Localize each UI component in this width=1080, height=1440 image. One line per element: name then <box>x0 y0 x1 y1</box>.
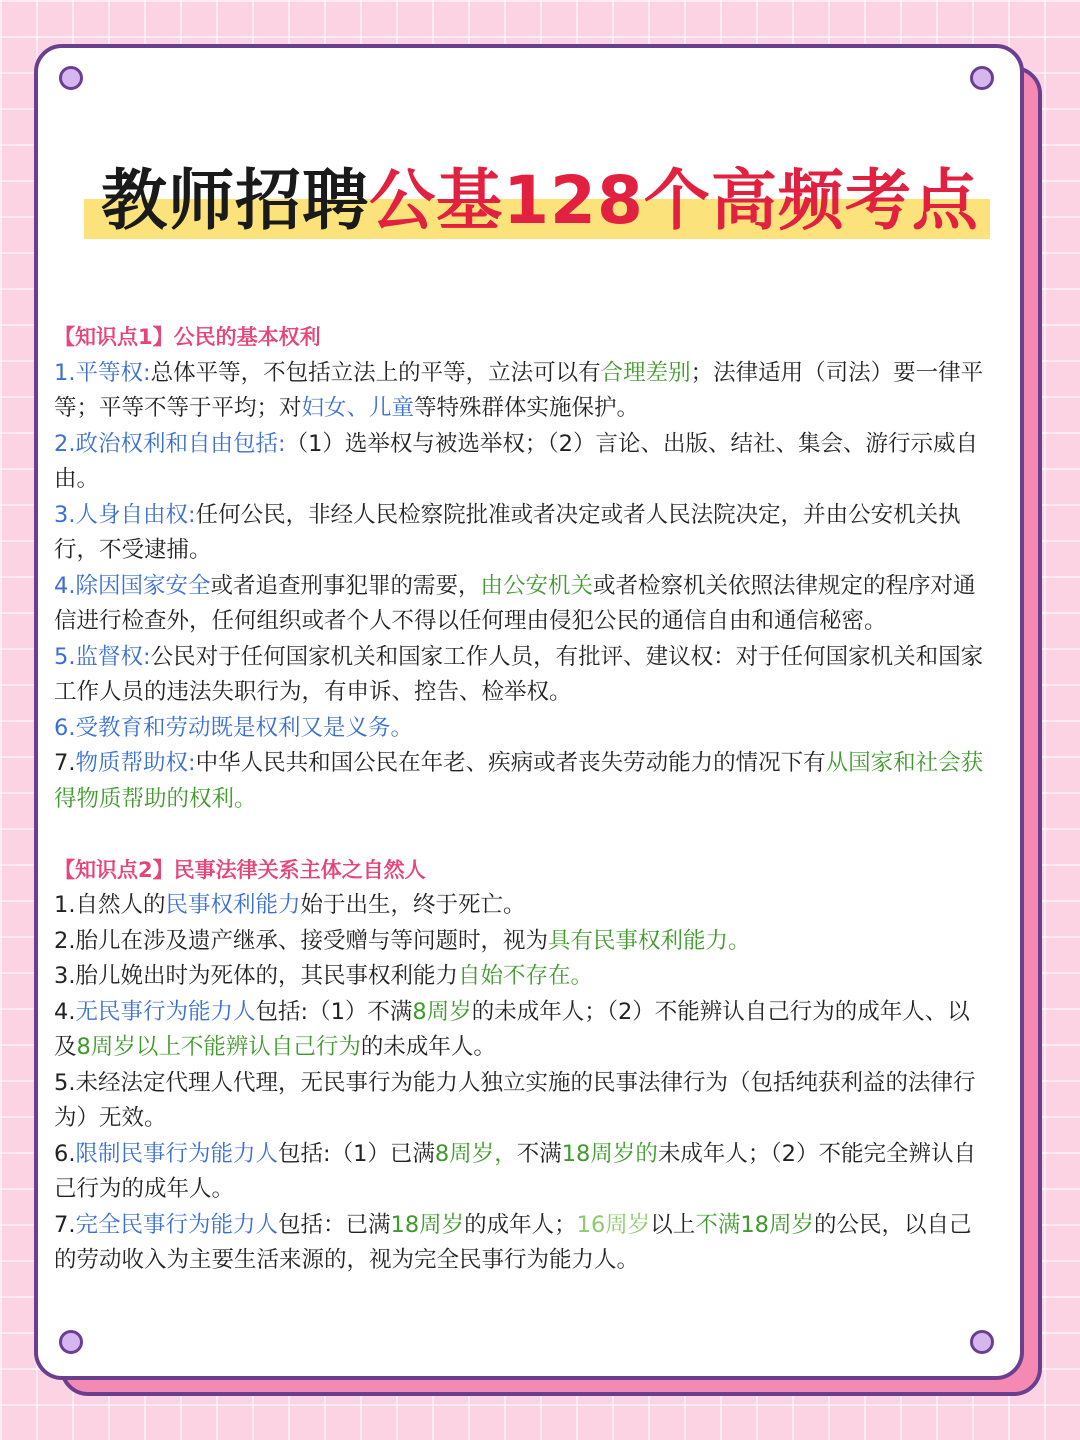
text-segment: 2.政治权利和自由包括: <box>54 430 286 457</box>
text-segment: 18周岁 <box>390 1211 465 1238</box>
text-segment: 4.除因国家安全 <box>54 572 211 599</box>
text-segment: 的成年人； <box>464 1211 577 1238</box>
text-segment: 公民对于任何国家机关和国家工作人员，有批评、建议权：对于任何国家机关和国家工作人员的违法失职行为，有申诉、控告、检举权。 <box>54 643 984 705</box>
list-item <box>54 498 986 569</box>
text-segment: 民事权利能力 <box>165 892 301 918</box>
text-segment: 总体平等，不包括立法上的平等，立法可以有 <box>150 359 601 386</box>
text-segment: 由公安机关 <box>480 572 593 599</box>
section-heading: 【知识点2】民事法律关系主体之自然人 <box>54 857 426 882</box>
text-segment: 中华人民共和国公民在年老、疾病或者丧失劳动能力的情况下有 <box>195 750 826 776</box>
list-item <box>54 746 986 817</box>
text-segment: 6.受教育和劳动既是权利又是义务。 <box>54 714 413 741</box>
title-red-part: 公基128个高频考点 <box>369 162 979 239</box>
text-segment: 未成年人；（2）不能完全辨认自己行为的成年人。 <box>54 1140 976 1202</box>
text-segment: 16周岁 <box>576 1211 651 1238</box>
list-item <box>54 356 986 427</box>
list-item <box>54 569 986 640</box>
list-item <box>54 959 986 995</box>
text-segment: 自始不存在。 <box>457 963 593 989</box>
text-segment: 以上 <box>650 1211 696 1238</box>
list-item <box>54 924 986 960</box>
binder-hole-icon-top-left <box>59 66 83 90</box>
text-segment: 8周岁 <box>412 998 472 1025</box>
text-segment: 1.平等权: <box>54 359 151 386</box>
text-segment: 4. <box>54 998 76 1025</box>
text-segment: 5.监督权: <box>54 643 151 670</box>
text-segment: 任何公民，非经人民检察院批准或者决定或者人民法院决定，并由公安机关执行，不受逮捕。 <box>54 501 961 563</box>
page-title <box>0 156 1080 246</box>
text-segment: ；法律适用（司法）要一律平等；平等不等于平均；对 <box>54 359 984 421</box>
list-item <box>54 995 986 1066</box>
binder-hole-icon-bottom-left <box>59 1330 83 1354</box>
list-item <box>54 711 986 747</box>
text-segment: 合理差别 <box>600 359 691 386</box>
text-segment: （1）选举权与被选举权；（2）言论、出版、结社、集会、游行示威自由。 <box>54 430 978 492</box>
text-segment: 包括:（1）已满 <box>277 1140 435 1167</box>
title-black-part: 教师招聘 <box>101 162 370 239</box>
text-segment: 5.未经法定代理人代理，无民事行为能力人独立实施的民事法律行为（包括纯获利益的法律行为）无效。 <box>54 1069 976 1131</box>
text-segment: 从国家和社会获得物质帮助的权利。 <box>54 750 984 812</box>
text-segment: 3.人身自由权: <box>54 501 196 528</box>
text-segment: 包括:（1）不满 <box>255 998 413 1025</box>
knowledge-content <box>54 320 986 1279</box>
text-segment: 1.自然人的 <box>54 892 166 918</box>
list-item <box>54 888 986 924</box>
list-item <box>54 427 986 498</box>
text-segment: 6. <box>54 1140 76 1167</box>
text-segment: 具有民事权利能力。 <box>547 927 751 954</box>
text-segment: 7. <box>54 1211 76 1238</box>
section-heading: 【知识点1】公民的基本权利 <box>54 325 321 349</box>
text-segment: 的未成年人。 <box>360 1034 496 1060</box>
text-segment: 包括：已满 <box>277 1211 391 1238</box>
text-segment: 的未成年人；（2）不能辨认自己行为的成年人、以及 <box>54 998 970 1060</box>
list-item <box>54 1066 986 1137</box>
text-segment: 无民事行为能力人 <box>75 998 256 1025</box>
text-segment: 3.胎儿娩出时为死体的，其民事权利能力 <box>54 963 458 989</box>
text-segment: 完全民事行为能力人 <box>75 1211 278 1238</box>
text-segment: 不满18周岁 <box>695 1211 814 1238</box>
text-segment: 不满 <box>516 1140 562 1167</box>
list-item <box>54 640 986 711</box>
text-segment: 等特殊群体实施保护。 <box>414 395 640 421</box>
text-segment: 物质帮助权: <box>75 750 196 776</box>
binder-hole-icon-bottom-right <box>970 1330 994 1354</box>
text-segment: 2.胎儿在涉及遗产继承、接受赠与等问题时，视为 <box>54 927 548 954</box>
text-segment: 8周岁， <box>434 1140 517 1167</box>
text-segment: 始于出生，终于死亡。 <box>300 892 526 918</box>
text-segment: 限制民事行为能力人 <box>75 1140 278 1167</box>
binder-hole-icon-top-right <box>970 66 994 90</box>
text-segment: 7. <box>54 750 76 776</box>
text-segment: 妇女、儿童 <box>301 395 415 421</box>
list-item <box>54 1208 986 1279</box>
text-segment: 18周岁的 <box>561 1140 658 1167</box>
text-segment: 或者检察机关依照法律规定的程序对通信进行检查外，任何组织或者个人不得以任何理由侵犯公民的通信自由和通信秘密。 <box>54 572 976 634</box>
list-item <box>54 1137 986 1208</box>
section-gap <box>54 817 986 853</box>
text-segment: 8周岁以上不能辨认自己行为 <box>76 1034 361 1060</box>
text-segment: 或者追查刑事犯罪的需要， <box>210 572 481 599</box>
text-segment: 的公民，以自己的劳动收入为主要生活来源的，视为完全民事行为能力人。 <box>54 1211 972 1273</box>
